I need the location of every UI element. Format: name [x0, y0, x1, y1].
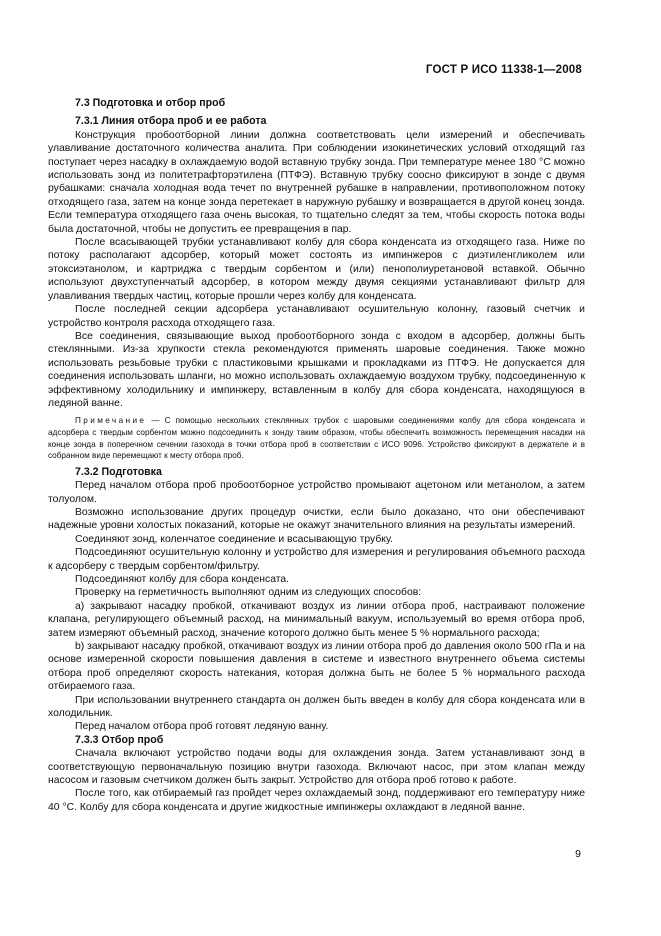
page-number: 9 [575, 848, 581, 860]
note-label: Примечание [75, 416, 147, 426]
paragraph: Соединяют зонд, коленчатое соединение и всасывающую трубку. [75, 533, 393, 545]
section-7-3-2-title: 7.3.2 Подготовка [75, 465, 162, 478]
document-body [48, 97, 585, 814]
paragraph: При использовании внутреннего стандарта он должен быть введен в колбу для сбора конденсата или в холодильник. [48, 694, 585, 720]
paragraph: После всасывающей трубки устанавливают колбу для сбора конденсата из отходящего газа. Ниже по потоку располагают адсорбер, который может состоять из импинжеров с диэтиленгликолем или этоксиэтанолом, и картриджа с твердым сорбентом и (или) пенополиуретановой вставкой. Обычно используют двухступенчатый адсорбер, в котором между двумя секциями устанавливают фильтр для улавливания твердых частиц, которые прошли через колбу для конденсата. [48, 237, 585, 302]
section-7-3-title: 7.3 Подготовка и отбор проб [75, 97, 226, 109]
paragraph: Подсоединяют осушительную колонну и устройство для измерения и регулирования объемного расхода к адсорберу с твердым сорбентом/фильтру. [48, 547, 585, 572]
paragraph: Все соединения, связывающие выход пробоотборного зонда с входом в адсорбер, должны быть стеклянными. Из-за хрупкости стекла рекомендуются применять шаровые соединения. Также можно использовать резьбовые трубки с пластиковыми крышками и прокладками из ПТФЭ. Не допускается для соединения использовать шланги, но можно использовать охлаждаемую воздухом трубку, подсоединенную к эффективному холодильнику и импинжеру, вставленным в колбу для сбора конденсата, находящуюся в ледяной ванне. [48, 330, 585, 409]
paragraph: Перед началом отбора проб готовят ледяную ванну. [75, 721, 329, 733]
section-7-3-1-title: 7.3.1 Линия отбора проб и ее работа [75, 115, 267, 128]
note-text: — С помощью нескольких стеклянных трубок с шаровыми соединениями колбу для сбора конденсата и адсорбера с твердым сорбентом можно подсоединить к зонду таким образом, чтобы обеспечить возможность перемещения насадки на конце зонда в поперечном сечении газохода в точки отбора проб в соответствии с ИСО 9096. Устройство фиксируют в держателе и в собранном виде перемещают к месту отбора проб. [48, 416, 585, 461]
paragraph: Проверку на герметичность выполняют одним из следующих способов: [75, 587, 422, 599]
section-7-3-3-title: 7.3.3 Отбор проб [75, 733, 164, 746]
paragraph: Сначала включают устройство подачи воды для охлаждения зонда. Затем устанавливают зонд в соответствующую первоначальную позицию внутри газохода. Включают насос, при этом клапан между насосом и газовым счетчиком должен быть закрыт. Устройство для отбора проб готово к работе. [48, 748, 585, 787]
paragraph: Конструкция пробоотборной линии должна соответствовать цели измерений и обеспечивать улавливание достаточного количества аналита. При соблюдении изокинетических условий отходящий газ поступает через насадку в охлаждаемую водой вставную трубку зонда. При температуре менее 180 °С можно использовать зонд из политетрафторэтилена (ПТФЭ). Вставную трубку соосно фиксируют в зонде с двумя рубашками: сначала холодная вода течет по внутренней рубашке в направлении, противоположном потоку отходящего газа, затем на конце зонда перетекает в наружную рубашку и возвращается в другой конец зонда. Если температура отходящего газа очень высокая, то тщательно следят за тем, чтобы скорость потока воды была достаточной, чтобы не допустить ее превращения в пар. [48, 129, 585, 235]
standard-header: ГОСТ Р ИСО 11338-1—2008 [425, 64, 582, 76]
paragraph: После последней секции адсорбера устанавливают осушительную колонну, газовый счетчик и устройство контроля расхода отходящего газа. [48, 304, 585, 329]
list-item-a: а) закрывают насадку пробкой, откачивают воздух из линии отбора проб, настраивают положение клапана, регулирующего объемный расход, на минимальный вакуум, используемый во время отбора проб, затем измеряют объемный расход, значение которого должно быть менее 5 % нормального расхода; [48, 600, 585, 639]
paragraph: Перед началом отбора проб пробоотборное устройство промывают ацетоном или метанолом, а затем толуолом. [48, 480, 585, 505]
paragraph: Возможно использование других процедур очистки, если было доказано, что они обеспечивают надежные уровни холостых показаний, которые не окажут значительного влияния на результаты измерений. [48, 506, 585, 532]
list-item-b: b) закрывают насадку пробкой, откачивают воздух из линии отбора проб до давления около 500 гПа и на основе измеренной скорости повышения давления в системе и известного внутреннего объема системы отбора проб определяют скорость натекания, которая должна быть не более 5 % нормального расхода отбираемого газа. [48, 641, 585, 693]
note [48, 415, 585, 461]
paragraph: После того, как отбираемый газ пройдет через охлаждаемый зонд, поддерживают его температуру ниже 40 °С. Колбу для сбора конденсата и другие жидкостные импинжеры охлаждают в ледяной ванне. [48, 788, 585, 813]
paragraph: Подсоединяют колбу для сбора конденсата. [75, 573, 290, 585]
